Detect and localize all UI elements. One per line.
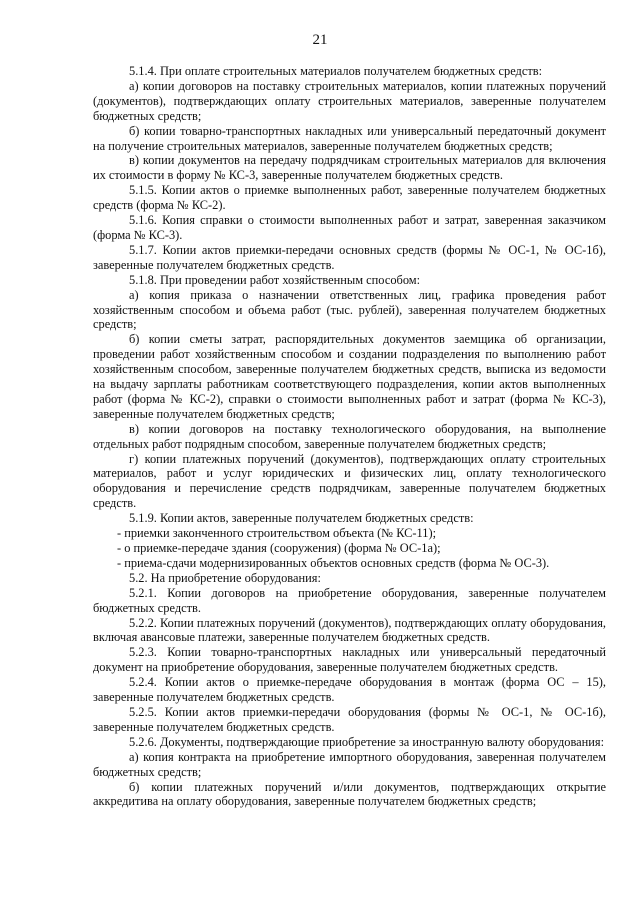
- paragraph: 5.1.7. Копии актов приемки-передачи основных средств (формы № ОС-1, № ОС-1б), заверенные получателем бюджетных средств.: [93, 242, 606, 272]
- paragraph: г) копии платежных поручений (документов), подтверждающих оплату строительных материалов, работ и услуг юридических и физических лиц, оплату технологического оборудования и перечисление средств подрядчикам, заверенные получателем бюджетных средств.: [93, 451, 606, 511]
- paragraph: 5.1.9. Копии актов, заверенные получателем бюджетных средств:: [129, 511, 474, 526]
- paragraph: 5.2.5. Копии актов приемки-передачи оборудования (формы № ОС-1, № ОС-1б), заверенные получателем бюджетных средств.: [93, 704, 606, 734]
- paragraph: а) копия контракта на приобретение импортного оборудования, заверенная получателем бюджетных средств;: [93, 749, 606, 779]
- list-item: - о приемке-передаче здания (сооружения) (форма № ОС-1а);: [117, 541, 441, 555]
- paragraph: 5.2.6. Документы, подтверждающие приобретение за иностранную валюту оборудования:: [129, 734, 605, 749]
- paragraph: б) копии платежных поручений и/или документов, подтверждающих открытие аккредитива на оплату оборудования, заверенные получателем бюджетных средств;: [93, 779, 606, 809]
- paragraph: 5.2. На приобретение оборудования:: [129, 570, 321, 585]
- paragraph: 5.1.4. При оплате строительных материалов получателем бюджетных средств:: [129, 64, 543, 78]
- paragraph: а) копии договоров на поставку строительных материалов, копии платежных поручений (документов), подтверждающих оплату строительных материалов, заверенные получателем бюджетных средств;: [93, 78, 606, 123]
- paragraph: 5.2.4. Копии актов о приемке-передаче оборудования в монтаж (форма ОС – 15), заверенные получателем бюджетных средств.: [93, 675, 606, 705]
- paragraph: б) копии товарно-транспортных накладных или универсальный передаточный документ на получение строительных материалов, заверенные получателем бюджетных средств;: [93, 123, 606, 153]
- paragraph: б) копии сметы затрат, распорядительных документов заемщика об организации, проведении работ хозяйственным способом и создании подразделения по выполнению работ хозяйственным способом, заверенные получателем бюджетных средств, выписка из ведомости на выдачу зарплаты работникам соответствующего подразделения, копии актов выполненных работ (форма № КС-2), справки о стоимости выполненных работ и затрат (форма № КС-3), заверенные получателем бюджетных средств;: [93, 332, 606, 421]
- paragraph: 5.2.3. Копии товарно-транспортных накладных или универсальный передаточный документ на приобретение оборудования, заверенные получателем бюджетных средств.: [93, 645, 606, 675]
- page-number: 21: [312, 32, 328, 48]
- paragraph: 5.1.8. При проведении работ хозяйственным способом:: [129, 272, 421, 287]
- document-body: [93, 64, 606, 809]
- paragraph: 5.2.2. Копии платежных поручений (документов), подтверждающих оплату оборудования, включая авансовые платежи, заверенные получателем бюджетных средств.: [93, 615, 606, 645]
- paragraph: в) копии договоров на поставку технологического оборудования, на выполнение отдельных работ подрядным способом, заверенные получателем бюджетных средств;: [93, 421, 606, 451]
- paragraph: 5.1.6. Копия справки о стоимости выполненных работ и затрат, заверенная заказчиком (форма № КС-3).: [93, 213, 606, 242]
- paragraph: 5.1.5. Копии актов о приемке выполненных работ, заверенные получателем бюджетных средств (форма № КС-2).: [93, 183, 606, 213]
- paragraph: 5.2.1. Копии договоров на приобретение оборудования, заверенные получателем бюджетных средств.: [93, 585, 606, 615]
- paragraph: а) копия приказа о назначении ответственных лиц, графика проведения работ хозяйственным способом и объема работ (тыс. рублей), заверенная получателем бюджетных средств;: [93, 287, 606, 332]
- list-item: - приема-сдачи модернизированных объектов основных средств (форма № ОС-3).: [117, 555, 550, 570]
- paragraph: в) копии документов на передачу подрядчикам строительных материалов для включения их стоимости в форму № КС-3, заверенные получателем бюджетных средств.: [93, 153, 606, 183]
- list-item: - приемки законченного строительством объекта (№ КС-11);: [117, 526, 437, 541]
